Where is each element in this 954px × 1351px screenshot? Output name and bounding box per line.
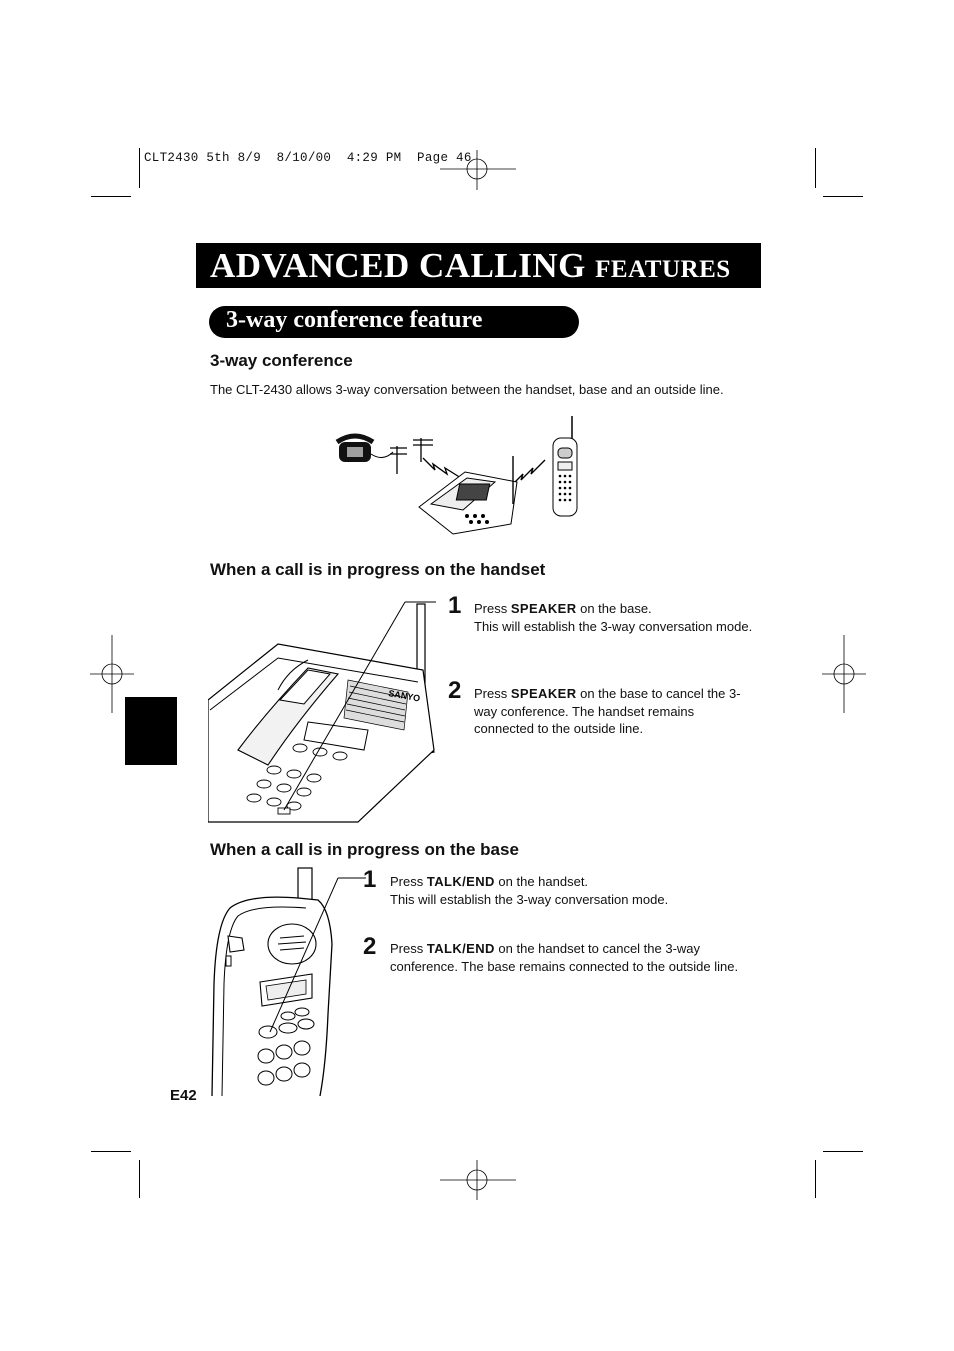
base-step-1-pre: Press: [474, 601, 511, 616]
talk-end-key-label: TALK/END: [426, 941, 495, 956]
handset-illustration: [208, 864, 388, 1096]
base-step-1-post: on the base.: [576, 601, 652, 616]
base-step-2-text: [474, 685, 746, 738]
chapter-title-sub: FEATURES: [595, 256, 731, 283]
handset-step-2-number: 2: [363, 933, 377, 960]
handset-step-1-text: [390, 873, 770, 908]
handset-step-1-line2: This will establish the 3-way conversation mode.: [390, 891, 669, 907]
page-number: E42: [170, 1087, 197, 1104]
section-title: 3-way conference feature: [226, 307, 483, 333]
registration-mark-right: [822, 635, 866, 713]
base-step-2-number: 2: [448, 677, 462, 704]
handset-step-2-text: [390, 940, 762, 975]
registration-mark-bottom: [440, 1160, 516, 1200]
base-step-1-number: 1: [448, 592, 462, 619]
base-step-2-post: on the base to cancel the 3-way conference. The handset remains connected to the outside line.: [474, 686, 741, 736]
base-step-1-line2: This will establish the 3-way conversation mode.: [474, 618, 753, 634]
crop-mark: [815, 148, 816, 188]
crop-mark: [91, 196, 131, 197]
section-title-pill: [209, 306, 579, 338]
handset-step-1-post: on the handset.: [494, 874, 589, 889]
wireless-signal-icon: [423, 458, 461, 478]
base-section-heading: When a call is in progress on the handset: [210, 560, 546, 579]
crop-mark: [823, 1151, 863, 1152]
handset-step-2-pre: Press: [390, 941, 427, 956]
crop-mark: [823, 196, 863, 197]
base-unit-illustration: [208, 600, 448, 825]
handset-icon: [553, 416, 577, 516]
crop-mark: [139, 1160, 140, 1198]
handset-step-2-post: on the handset to cancel the 3-way conference. The base remains connected to the outside line.: [390, 941, 739, 974]
conference-illustration: [335, 412, 585, 537]
chapter-title: [210, 246, 731, 286]
speaker-key-label: SPEAKER: [510, 686, 577, 701]
handset-step-1-pre: Press: [390, 874, 427, 889]
telephone-pole-icon: [390, 438, 433, 474]
intro-text: The CLT-2430 allows 3-way conversation between the handset, base and an outside line.: [210, 382, 724, 397]
crop-mark: [91, 1151, 131, 1152]
chapter-title-main: ADVANCED CALLING: [210, 246, 596, 285]
print-slug: CLT2430 5th 8/9 8/10/00 4:29 PM Page 46: [144, 151, 472, 165]
handset-section-heading: When a call is in progress on the base: [210, 840, 519, 859]
handset-step-1-number: 1: [363, 866, 377, 893]
crop-mark: [815, 1160, 816, 1198]
speaker-key-label: SPEAKER: [510, 601, 577, 616]
crop-mark: [139, 148, 140, 188]
chapter-banner: [196, 243, 761, 288]
chapter-thumb-tab: [125, 697, 177, 765]
intro-heading: 3-way conference: [210, 351, 353, 370]
base-step-2-pre: Press: [474, 686, 511, 701]
brand-logo: SANYO: [387, 688, 421, 704]
talk-end-key-label: TALK/END: [426, 874, 495, 889]
base-step-1-text: [474, 600, 754, 635]
desk-phone-icon: [337, 436, 373, 462]
